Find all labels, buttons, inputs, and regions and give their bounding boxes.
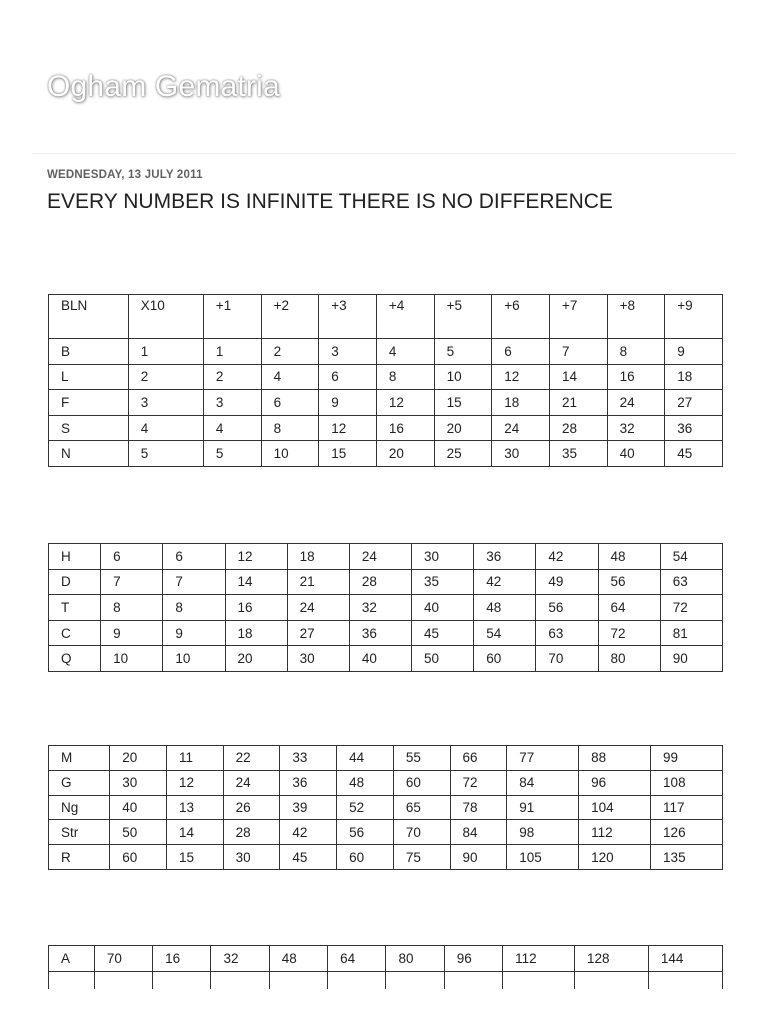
value-cell: 8 xyxy=(101,595,163,621)
post-date: WEDNESDAY, 13 JULY 2011 xyxy=(47,169,203,181)
letter-cell: G xyxy=(49,770,110,795)
value-cell: 20 xyxy=(225,646,287,672)
letter-cell: N xyxy=(49,441,129,467)
value-cell: 2 xyxy=(261,339,319,365)
value-cell: 15 xyxy=(434,390,492,416)
value-cell: 96 xyxy=(444,946,502,972)
value-cell: 77 xyxy=(507,746,579,771)
value-cell: 10 xyxy=(101,646,163,672)
value-cell: 112 xyxy=(503,946,575,972)
value-cell: 56 xyxy=(337,820,394,845)
value-cell: 72 xyxy=(660,595,722,621)
value-cell: 48 xyxy=(598,544,660,570)
value-cell: 8 xyxy=(261,415,319,441)
table-row xyxy=(49,845,723,870)
value-cell: 55 xyxy=(393,746,450,771)
blog-title[interactable]: Ogham Gematria xyxy=(47,70,280,103)
value-cell: 30 xyxy=(110,770,167,795)
value-cell: 28 xyxy=(223,820,280,845)
value-cell: 27 xyxy=(287,620,349,646)
value-cell: 10 xyxy=(163,646,225,672)
value-cell: 24 xyxy=(223,770,280,795)
value-cell: 12 xyxy=(166,770,223,795)
value-cell: 70 xyxy=(536,646,598,672)
table-row xyxy=(49,569,723,595)
value-cell: 128 xyxy=(574,946,648,972)
value-cell: 7 xyxy=(163,569,225,595)
value-cell: 3 xyxy=(128,390,203,416)
value-cell: 112 xyxy=(579,820,651,845)
letter-cell: S xyxy=(49,415,129,441)
value-cell: 4 xyxy=(203,415,261,441)
value-cell: 72 xyxy=(450,770,507,795)
value-cell: 16 xyxy=(225,595,287,621)
value-cell: 60 xyxy=(110,845,167,870)
value-cell: 99 xyxy=(651,746,723,771)
value-cell: 40 xyxy=(349,646,411,672)
value-cell: 4 xyxy=(128,415,203,441)
value-cell: 3 xyxy=(319,339,377,365)
table-header-cell: +6 xyxy=(492,295,550,339)
value-cell: 12 xyxy=(492,364,550,390)
table-row xyxy=(49,770,723,795)
value-cell: 27 xyxy=(665,390,723,416)
header-divider xyxy=(32,153,736,154)
value-cell: 9 xyxy=(163,620,225,646)
table-row xyxy=(49,746,723,771)
value-cell: 84 xyxy=(450,820,507,845)
value-cell: 1 xyxy=(203,339,261,365)
letter-cell: R xyxy=(49,845,110,870)
value-cell: 96 xyxy=(579,770,651,795)
table-header-cell: +8 xyxy=(607,295,665,339)
table-header-cell: +7 xyxy=(549,295,607,339)
letter-cell: F xyxy=(49,390,129,416)
value-cell: 15 xyxy=(319,441,377,467)
value-cell: 2 xyxy=(203,364,261,390)
letter-cell: M xyxy=(49,746,110,771)
letter-cell: A xyxy=(49,946,95,972)
value-cell: 28 xyxy=(549,415,607,441)
value-cell: 6 xyxy=(163,544,225,570)
value-cell: 98 xyxy=(507,820,579,845)
table-row xyxy=(49,820,723,845)
value-cell: 14 xyxy=(225,569,287,595)
value-cell: 40 xyxy=(607,441,665,467)
value-cell: 42 xyxy=(536,544,598,570)
value-cell: 144 xyxy=(648,946,722,972)
table-row xyxy=(49,364,723,390)
value-cell: 36 xyxy=(665,415,723,441)
value-cell: 35 xyxy=(549,441,607,467)
table-header-cell: +4 xyxy=(376,295,434,339)
table-row xyxy=(49,390,723,416)
value-cell: 21 xyxy=(549,390,607,416)
value-cell: 60 xyxy=(474,646,536,672)
value-cell: 45 xyxy=(412,620,474,646)
value-cell: 24 xyxy=(287,595,349,621)
value-cell: 90 xyxy=(660,646,722,672)
value-cell: 28 xyxy=(349,569,411,595)
value-cell: 40 xyxy=(110,795,167,820)
value-cell: 8 xyxy=(607,339,665,365)
value-cell: 18 xyxy=(665,364,723,390)
value-cell: 5 xyxy=(128,441,203,467)
value-cell: 1 xyxy=(128,339,203,365)
table-header-cell: +3 xyxy=(319,295,377,339)
table-row xyxy=(49,415,723,441)
value-cell: 45 xyxy=(665,441,723,467)
value-cell: 11 xyxy=(166,746,223,771)
value-cell: 66 xyxy=(450,746,507,771)
value-cell: 32 xyxy=(607,415,665,441)
value-cell: 48 xyxy=(269,946,327,972)
value-cell: 135 xyxy=(651,845,723,870)
value-cell: 42 xyxy=(280,820,337,845)
value-cell: 35 xyxy=(412,569,474,595)
value-cell: 18 xyxy=(492,390,550,416)
value-cell: 60 xyxy=(337,845,394,870)
value-cell: 81 xyxy=(660,620,722,646)
table-header-cell: +5 xyxy=(434,295,492,339)
value-cell: 4 xyxy=(261,364,319,390)
table-row xyxy=(49,646,723,672)
value-cell: 70 xyxy=(393,820,450,845)
letter-cell: T xyxy=(49,595,101,621)
table-header-cell: +9 xyxy=(665,295,723,339)
letter-cell: H xyxy=(49,544,101,570)
value-cell: 18 xyxy=(225,620,287,646)
value-cell: 14 xyxy=(549,364,607,390)
value-cell: 14 xyxy=(166,820,223,845)
letter-cell: B xyxy=(49,339,129,365)
value-cell: 64 xyxy=(598,595,660,621)
value-cell: 18 xyxy=(287,544,349,570)
value-cell: 88 xyxy=(579,746,651,771)
value-cell: 48 xyxy=(337,770,394,795)
value-cell: 54 xyxy=(474,620,536,646)
value-cell: 50 xyxy=(412,646,474,672)
letter-cell: C xyxy=(49,620,101,646)
value-cell: 117 xyxy=(651,795,723,820)
gematria-table-2 xyxy=(48,543,723,672)
value-cell: 36 xyxy=(349,620,411,646)
value-cell: 48 xyxy=(474,595,536,621)
value-cell: 32 xyxy=(211,946,269,972)
value-cell: 13 xyxy=(166,795,223,820)
table-row xyxy=(49,441,723,467)
value-cell: 56 xyxy=(598,569,660,595)
value-cell: 2 xyxy=(128,364,203,390)
value-cell: 26 xyxy=(223,795,280,820)
value-cell: 120 xyxy=(579,845,651,870)
value-cell: 105 xyxy=(507,845,579,870)
value-cell: 7 xyxy=(101,569,163,595)
value-cell: 16 xyxy=(607,364,665,390)
letter-cell: D xyxy=(49,569,101,595)
value-cell: 49 xyxy=(536,569,598,595)
value-cell: 70 xyxy=(94,946,152,972)
value-cell: 52 xyxy=(337,795,394,820)
value-cell: 40 xyxy=(412,595,474,621)
value-cell: 33 xyxy=(280,746,337,771)
value-cell: 6 xyxy=(261,390,319,416)
value-cell: 63 xyxy=(660,569,722,595)
value-cell: 56 xyxy=(536,595,598,621)
value-cell: 9 xyxy=(319,390,377,416)
value-cell: 12 xyxy=(376,390,434,416)
value-cell: 10 xyxy=(434,364,492,390)
value-cell: 63 xyxy=(536,620,598,646)
value-cell: 75 xyxy=(393,845,450,870)
value-cell: 7 xyxy=(549,339,607,365)
value-cell: 16 xyxy=(153,946,211,972)
value-cell: 80 xyxy=(598,646,660,672)
value-cell: 50 xyxy=(110,820,167,845)
value-cell: 42 xyxy=(474,569,536,595)
value-cell: 126 xyxy=(651,820,723,845)
value-cell: 90 xyxy=(450,845,507,870)
value-cell: 32 xyxy=(349,595,411,621)
value-cell: 12 xyxy=(225,544,287,570)
value-cell: 6 xyxy=(101,544,163,570)
letter-cell: L xyxy=(49,364,129,390)
value-cell: 3 xyxy=(203,390,261,416)
value-cell: 21 xyxy=(287,569,349,595)
table-row xyxy=(49,946,723,972)
table-row xyxy=(49,795,723,820)
table-header-cell: X10 xyxy=(128,295,203,339)
value-cell: 9 xyxy=(665,339,723,365)
value-cell: 15 xyxy=(166,845,223,870)
value-cell: 80 xyxy=(386,946,444,972)
viewport-bottom-edge xyxy=(0,989,768,1024)
value-cell: 91 xyxy=(507,795,579,820)
value-cell: 20 xyxy=(376,441,434,467)
table-header-cell: BLN xyxy=(49,295,129,339)
value-cell: 78 xyxy=(450,795,507,820)
value-cell: 45 xyxy=(280,845,337,870)
value-cell: 36 xyxy=(280,770,337,795)
post-title[interactable]: EVERY NUMBER IS INFINITE THERE IS NO DIFFERENCE xyxy=(47,190,613,213)
value-cell: 54 xyxy=(660,544,722,570)
value-cell: 4 xyxy=(376,339,434,365)
value-cell: 20 xyxy=(110,746,167,771)
table-header-cell: +1 xyxy=(203,295,261,339)
value-cell: 30 xyxy=(287,646,349,672)
value-cell: 84 xyxy=(507,770,579,795)
value-cell: 22 xyxy=(223,746,280,771)
value-cell: 104 xyxy=(579,795,651,820)
table-row xyxy=(49,620,723,646)
table-row xyxy=(49,544,723,570)
value-cell: 108 xyxy=(651,770,723,795)
value-cell: 16 xyxy=(376,415,434,441)
value-cell: 12 xyxy=(319,415,377,441)
value-cell: 30 xyxy=(492,441,550,467)
value-cell: 10 xyxy=(261,441,319,467)
letter-cell: Ng xyxy=(49,795,110,820)
value-cell: 65 xyxy=(393,795,450,820)
value-cell: 9 xyxy=(101,620,163,646)
letter-cell: Q xyxy=(49,646,101,672)
value-cell: 44 xyxy=(337,746,394,771)
value-cell: 8 xyxy=(376,364,434,390)
table-header-row xyxy=(49,295,723,339)
value-cell: 25 xyxy=(434,441,492,467)
value-cell: 20 xyxy=(434,415,492,441)
value-cell: 6 xyxy=(319,364,377,390)
value-cell: 5 xyxy=(434,339,492,365)
value-cell: 6 xyxy=(492,339,550,365)
value-cell: 72 xyxy=(598,620,660,646)
gematria-table-3 xyxy=(48,745,723,870)
gematria-table-1 xyxy=(48,294,723,467)
table-header-cell: +2 xyxy=(261,295,319,339)
value-cell: 60 xyxy=(393,770,450,795)
value-cell: 64 xyxy=(328,946,386,972)
value-cell: 24 xyxy=(492,415,550,441)
letter-cell: Str xyxy=(49,820,110,845)
table-row xyxy=(49,595,723,621)
value-cell: 24 xyxy=(607,390,665,416)
table-row xyxy=(49,339,723,365)
value-cell: 8 xyxy=(163,595,225,621)
value-cell: 5 xyxy=(203,441,261,467)
value-cell: 30 xyxy=(223,845,280,870)
value-cell: 24 xyxy=(349,544,411,570)
value-cell: 36 xyxy=(474,544,536,570)
value-cell: 30 xyxy=(412,544,474,570)
value-cell: 39 xyxy=(280,795,337,820)
